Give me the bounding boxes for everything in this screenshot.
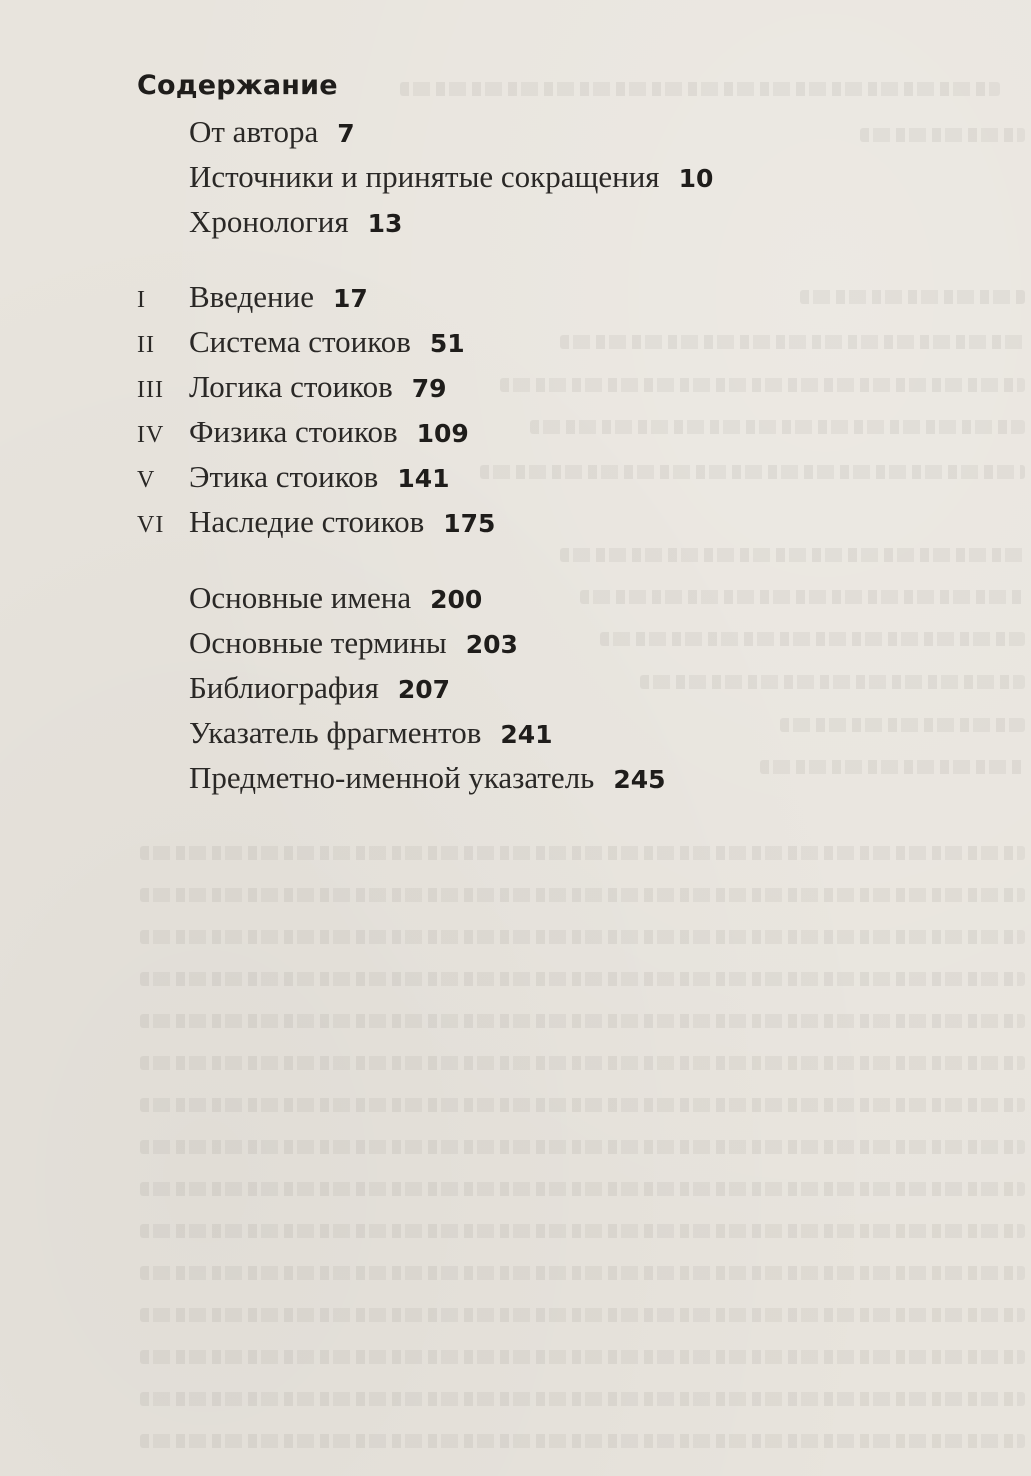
toc-chapter-entry xyxy=(137,369,447,409)
bleed-through-line xyxy=(530,420,1025,434)
page-number: 175 xyxy=(443,509,496,538)
bleed-through-line xyxy=(800,290,1025,304)
bleed-through-line xyxy=(640,675,1025,689)
toc-entry xyxy=(137,760,666,800)
page-number: 13 xyxy=(367,209,403,238)
bleed-through-line xyxy=(860,128,1025,142)
bleed-through-line xyxy=(140,1224,1025,1238)
entry-title: Указатель фрагментов xyxy=(189,715,482,750)
bleed-through-line xyxy=(780,718,1025,732)
entry-title: Логика стоиков xyxy=(189,369,393,404)
chapter-numeral: IV xyxy=(137,422,165,448)
entry-title: Основные термины xyxy=(189,625,447,660)
chapter-numeral: I xyxy=(137,287,146,313)
entry-title: От автора xyxy=(189,114,319,149)
toc-entry xyxy=(137,580,482,620)
page-number: 17 xyxy=(332,284,368,313)
toc-entry xyxy=(137,204,402,244)
bleed-through-line xyxy=(140,888,1025,902)
entry-title: Основные имена xyxy=(189,580,412,615)
bleed-through-line xyxy=(580,590,1025,604)
toc-entry xyxy=(137,715,553,755)
bleed-through-line xyxy=(140,846,1025,860)
chapter-numeral: II xyxy=(137,332,155,358)
toc-chapter-entry xyxy=(137,504,495,544)
bleed-through-line xyxy=(140,1098,1025,1112)
page-number: 207 xyxy=(397,675,451,704)
bleed-through-line xyxy=(480,465,1025,479)
chapter-numeral: VI xyxy=(137,512,165,538)
bleed-through-line xyxy=(140,1434,1025,1448)
bleed-through-line xyxy=(560,335,1025,349)
bleed-through-line xyxy=(140,1392,1025,1406)
entry-title: Библиография xyxy=(189,670,379,705)
page-number: 245 xyxy=(613,765,666,794)
entry-title: Источники и принятые сокращения xyxy=(189,159,660,194)
entry-title: Этика стоиков xyxy=(189,459,379,494)
bleed-through-line xyxy=(140,930,1025,944)
toc-chapter-entry xyxy=(137,414,469,454)
page-number: 109 xyxy=(416,419,469,448)
toc-entry xyxy=(137,625,518,665)
entry-title: Введение xyxy=(189,279,314,314)
bleed-through-line xyxy=(560,548,1025,562)
entry-title: Физика стоиков xyxy=(189,414,398,449)
bleed-through-line xyxy=(500,378,1025,392)
toc-chapter-entry xyxy=(137,279,368,319)
page-number: 200 xyxy=(430,585,483,614)
bleed-through-line xyxy=(400,82,1000,96)
bleed-through-line xyxy=(140,1308,1025,1322)
toc-entry xyxy=(137,159,713,199)
toc-chapter-entry xyxy=(137,324,465,364)
bleed-through-line xyxy=(140,1182,1025,1196)
bleed-through-line xyxy=(140,1266,1025,1280)
page-number: 241 xyxy=(500,720,553,749)
entry-title: Система стоиков xyxy=(189,324,411,359)
chapter-numeral: III xyxy=(137,377,164,403)
bleed-through-line xyxy=(140,1056,1025,1070)
toc-entry xyxy=(137,670,450,710)
entry-title: Предметно-именной указатель xyxy=(189,760,595,795)
bleed-through-line xyxy=(140,1014,1025,1028)
bleed-through-line xyxy=(760,760,1025,774)
toc-entry xyxy=(137,114,355,154)
page-number: 141 xyxy=(397,464,450,493)
toc-chapter-entry xyxy=(137,459,450,499)
bleed-through-line xyxy=(140,972,1025,986)
page-number: 10 xyxy=(678,164,714,193)
bleed-through-line xyxy=(140,1140,1025,1154)
bleed-through-line xyxy=(140,1350,1025,1364)
page-number: 51 xyxy=(429,329,465,358)
bleed-through-line xyxy=(600,632,1025,646)
toc-heading: Содержание xyxy=(137,70,338,101)
entry-title: Наследие стоиков xyxy=(189,504,425,539)
page-number: 79 xyxy=(411,374,447,403)
entry-title: Хронология xyxy=(189,204,349,239)
page-number: 7 xyxy=(337,119,355,148)
chapter-numeral: V xyxy=(137,467,156,493)
page-number: 203 xyxy=(465,630,518,659)
